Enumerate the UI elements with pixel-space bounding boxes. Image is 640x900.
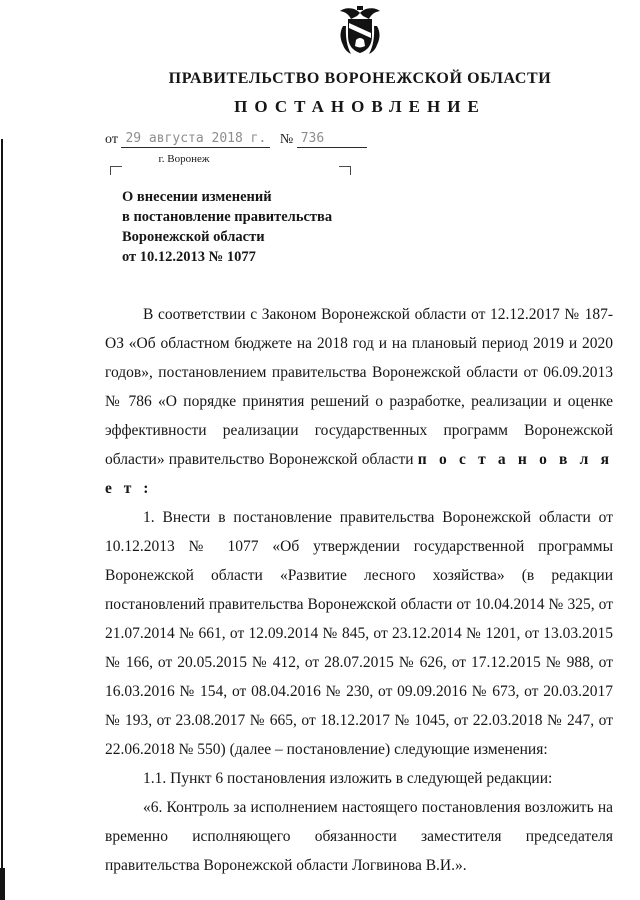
scan-artifact-bottom-mark xyxy=(0,868,5,900)
number-sign-label: № xyxy=(279,132,294,147)
date-number-row xyxy=(105,131,367,148)
scan-artifact-left-line xyxy=(1,139,3,900)
date-value: 29 августа 2018 г. xyxy=(121,131,270,148)
paragraph-item-1-1-text: 1.1. Пункт 6 постановления изложить в следующей редакции: xyxy=(143,770,553,787)
corner-mark-left xyxy=(110,166,122,175)
paragraph-preamble-text: В соответствии с Законом Воронежской области от 12.12.2017 № 187-ОЗ «Об областном бюджете на 2018 год и на плановый период 2019 и 2020 годов», постановлением правительства Воронежской области от 06.09.2013 № 786 «О порядке принятия решений о разработке, реализации и оценке эффективности реализации государственных программ Воронежской области» правительство Воронежской области xyxy=(105,306,613,468)
corner-mark-right xyxy=(339,166,351,175)
voronezh-coat-of-arms-icon xyxy=(337,6,383,60)
subject-block xyxy=(122,187,392,267)
paragraph-control-clause xyxy=(105,793,613,880)
subject-line: Воронежской области xyxy=(122,229,265,245)
doc-type-heading: ПОСТАНОВЛЕНИЕ xyxy=(234,97,486,116)
org-name-heading: ПРАВИТЕЛЬСТВО ВОРОНЕЖСКОЙ ОБЛАСТИ xyxy=(168,70,552,87)
date-prefix-label: от xyxy=(105,132,118,147)
paragraph-control-clause-text: «6. Контроль за исполнением настоящего постановления возложить на временно исполняющего обязанности заместителя председателя правительства Воронежской области Логвинова В.И.». xyxy=(105,799,613,874)
paragraph-item-1-text: 1. Внести в постановление правительства Воронежской области от 10.12.2013 № 1077 «Об утверждении государственной программы Воронежской области «Развитие лесного хозяйства» (в редакции постановлений правительства Воронежской области от 10.04.2014 № 325, от 21.07.2014 № 661, от 12.09.2014 № 845, от 23.12.2014 № 1201, от 13.03.2015 № 166, от 20.05.2015 № 412, от 28.07.2015 № 626, от 17.12.2015 № 988, от 16.03.2016 № 154, от 08.04.2016 № 230, от 09.09.2016 № 673, от 20.03.2017 № 193, от 23.08.2017 № 665, от 18.12.2017 № 1045, от 22.03.2018 № 247, от 22.06.2018 № 550) (далее – постановление) следующие изменения: xyxy=(105,509,613,758)
subject-line: О внесении изменений xyxy=(122,189,272,205)
subject-line: в постановление правительства xyxy=(122,209,333,225)
document-body xyxy=(105,300,613,880)
paragraph-item-1 xyxy=(105,503,613,764)
city-label: г. Воронеж xyxy=(158,153,210,165)
paragraph-preamble xyxy=(105,300,613,503)
paragraph-preamble-resolves: п о с т а н о в л я е т : xyxy=(105,451,613,497)
paragraph-item-1-1 xyxy=(105,764,613,793)
subject-line: от 10.12.2013 № 1077 xyxy=(122,249,256,265)
number-value: 736 xyxy=(297,131,367,148)
